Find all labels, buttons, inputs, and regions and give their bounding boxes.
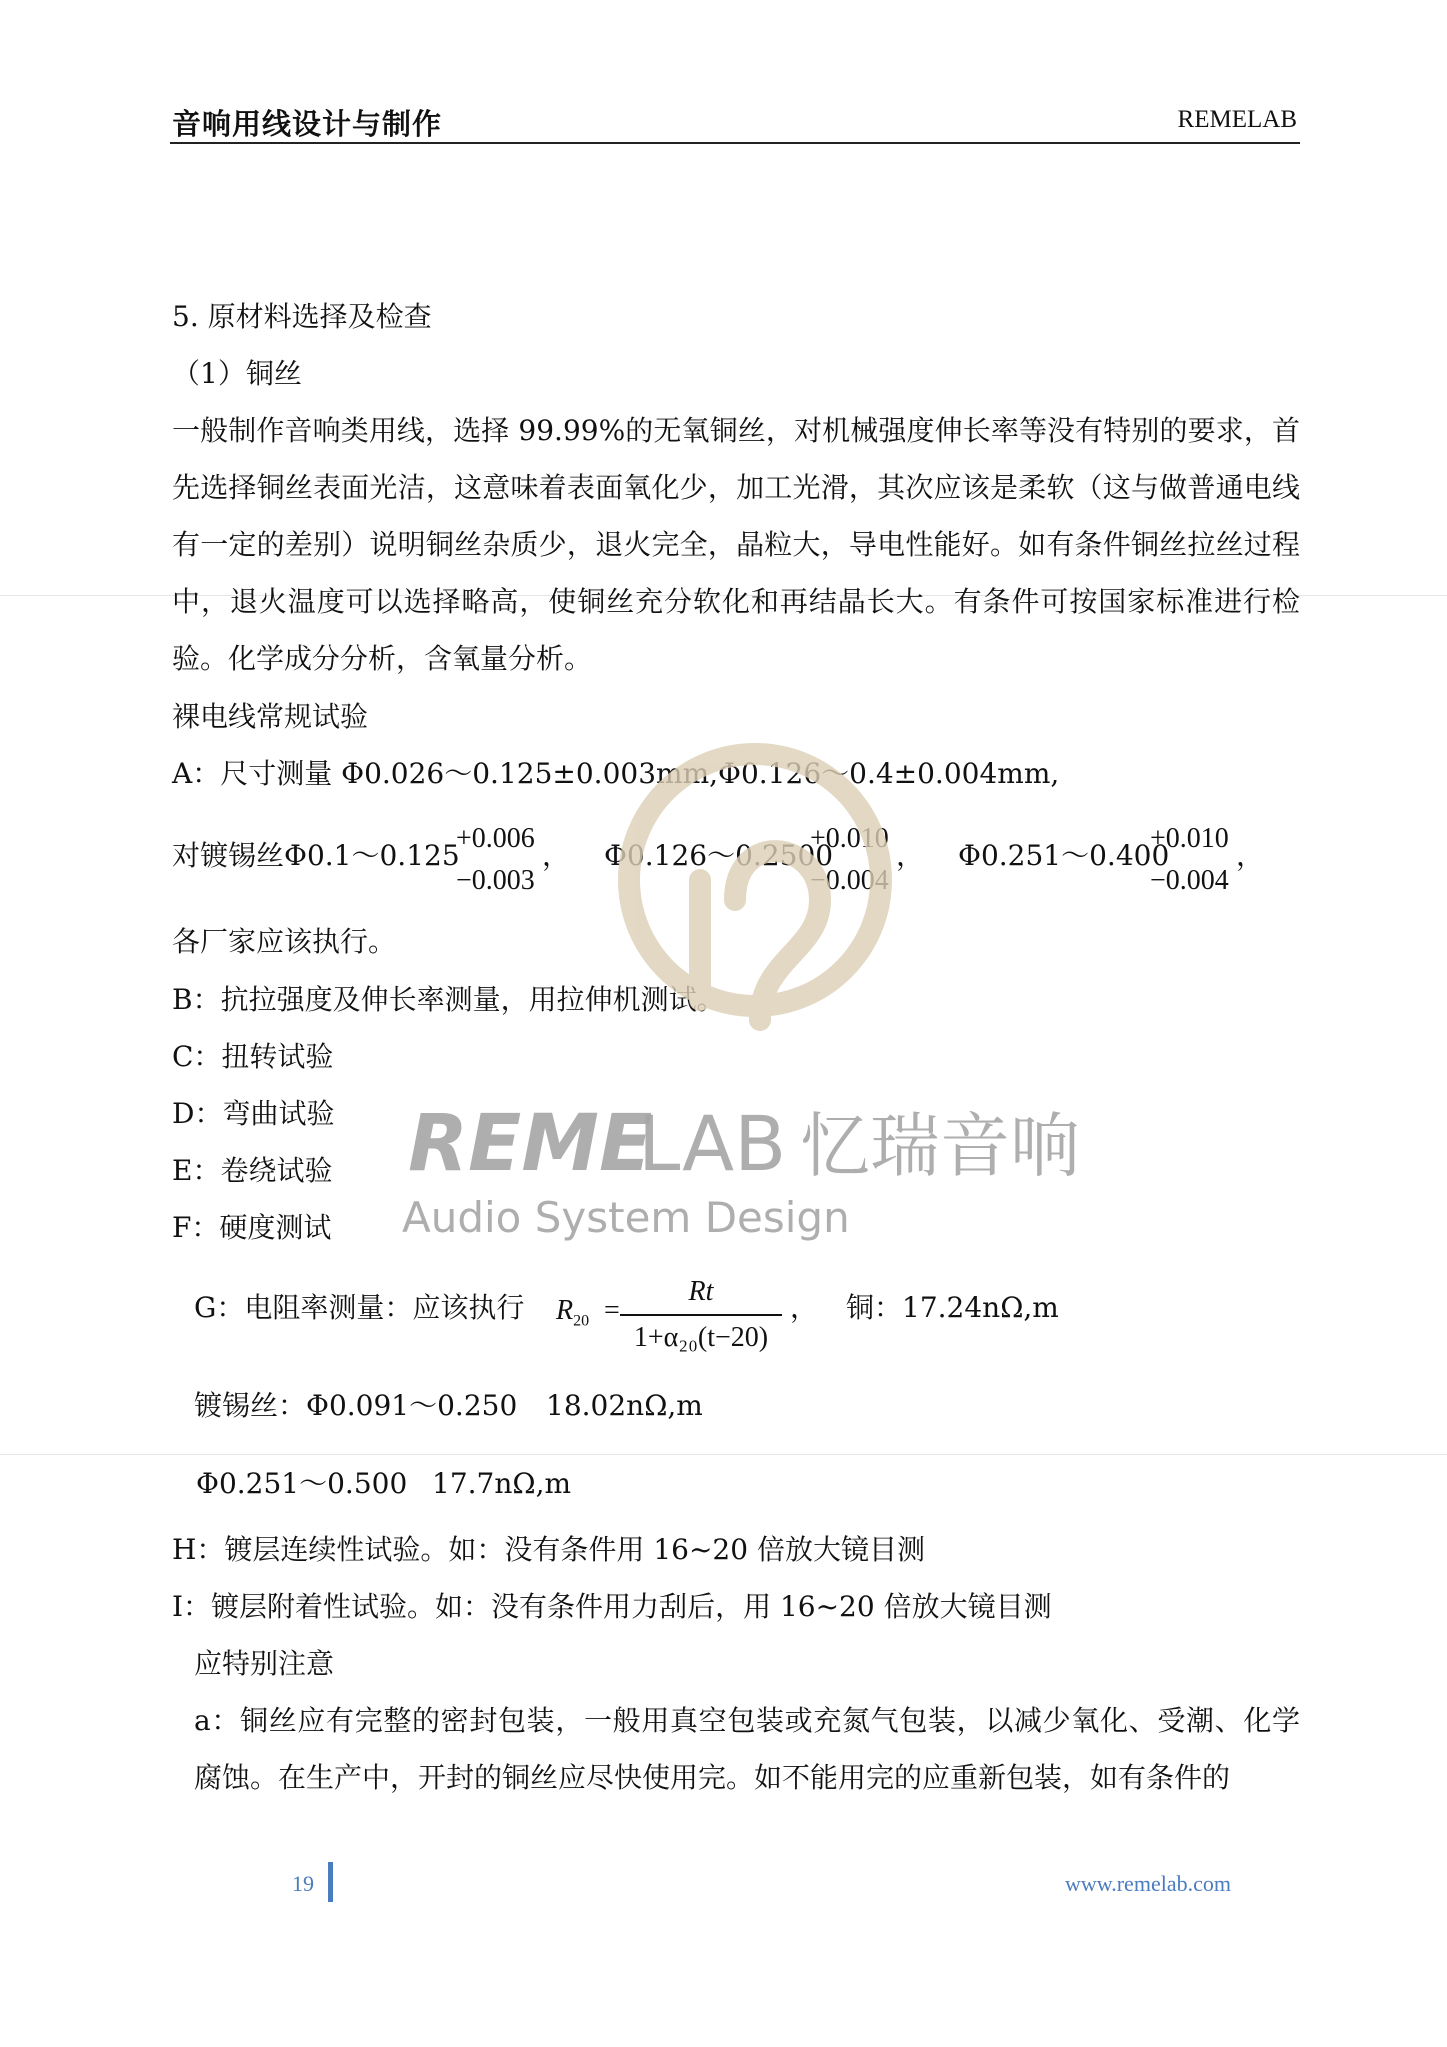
intro-paragraph: 一般制作音响类用线，选择 99.99%的无氧铜丝，对机械强度伸长率等没有特别的要求，首先选择铜丝表面光洁，这意味着表面氧化少，加工光滑，其次应该是柔软（这与做普通电线有一定的差别）说明铜丝杂质少，退火完全，晶粒大，导电性能好。如有条件铜丝拉丝过程中，退火温度可以选择略高，使铜丝充分软化和再结晶长大。有条件可按国家标准进行检验。化学成分分析，含氧量分析。	[172, 414, 1300, 675]
watermark-tagline: Audio System Design	[402, 1193, 850, 1242]
item-g-prefix: G：电阻率测量：应该执行	[194, 1291, 525, 1324]
footer-url: www.remelab.com	[1065, 1871, 1231, 1896]
tin-resistivity-2-value: 17.7nΩ,m	[432, 1467, 572, 1500]
subsection-heading: （1）铜丝	[172, 357, 302, 390]
header-rule	[170, 142, 1300, 144]
formula-lhs	[556, 1296, 620, 1330]
tin-mid-range: Φ0.126～0.2500	[604, 839, 834, 872]
formula-denominator: 1+α₂₀(t−20)	[633, 1322, 769, 1353]
formula-lhs-symbol: R	[556, 1295, 574, 1326]
tin-tolerance-2	[810, 818, 889, 902]
tin-comma-2: ，	[896, 839, 925, 872]
tin-comma-3: ，	[1236, 839, 1265, 872]
header-brand: REMELAB	[1177, 106, 1297, 133]
tin-tolerance-3-upper: +0.010	[1150, 823, 1229, 854]
tin-tolerance-2-upper: +0.010	[810, 823, 889, 854]
item-i: I：镀层附着性试验。如：没有条件用力刮后，用 16~20 倍放大镜目测	[172, 1590, 1052, 1623]
tin-prefix: 对镀锡丝Φ0.1～0.125	[172, 839, 460, 872]
item-d: D：弯曲试验	[172, 1097, 335, 1130]
tin-right-range: Φ0.251～0.400	[958, 839, 1170, 872]
tin-tolerance-2-lower: −0.004	[810, 865, 889, 896]
formula-comma: ，	[790, 1291, 819, 1324]
formula-lhs-subscript: 20	[573, 1312, 590, 1330]
tin-comma-1: ，	[542, 839, 571, 872]
formula-fraction	[620, 1276, 782, 1354]
note-a-paragraph: a：铜丝应有完整的密封包装，一般用真空包装或充氮气包装，以减少氧化、受潮、化学腐蚀。在生产中，开封的铜丝应尽快使用完。如不能用完的应重新包装，如有条件的	[194, 1704, 1300, 1794]
copper-resistivity: 铜：17.24nΩ,m	[846, 1291, 1059, 1324]
tin-tolerance-3	[1150, 818, 1229, 902]
tin-tolerance-1	[456, 818, 535, 902]
footer-page-number: 19	[292, 1871, 314, 1896]
watermark-brand-cn: 忆瑞音响	[800, 1105, 1080, 1187]
item-b: B：抗拉强度及伸长率测量，用拉伸机测试。	[172, 983, 725, 1016]
notice-heading: 应特别注意	[194, 1647, 335, 1680]
item-f: F：硬度测试	[172, 1211, 332, 1244]
section-heading: 5. 原材料选择及检查	[172, 300, 432, 333]
bare-wire-heading: 裸电线常规试验	[172, 700, 369, 733]
item-h: H：镀层连续性试验。如：没有条件用 16~20 倍放大镜目测	[172, 1533, 925, 1566]
item-c: C：扭转试验	[172, 1040, 334, 1073]
header-title: 音响用线设计与制作	[172, 107, 443, 141]
exec-line: 各厂家应该执行。	[172, 925, 397, 958]
formula-fraction-bar	[620, 1314, 782, 1316]
item-a: A：尺寸测量 Φ0.026～0.125±0.003mm,Φ0.126～0.4±0.004mm,	[172, 757, 1060, 790]
item-e: E：卷绕试验	[172, 1154, 333, 1187]
formula-numerator: Rt	[688, 1276, 714, 1307]
footer-divider	[328, 1862, 333, 1902]
tin-resistivity-2-label: Φ0.251～0.500	[196, 1467, 408, 1500]
tin-tolerance-1-upper: +0.006	[456, 823, 535, 854]
watermark-brand-bold: REME	[408, 1099, 653, 1189]
tin-resistivity-value: 18.02nΩ,m	[546, 1389, 703, 1422]
tin-tolerance-1-lower: −0.003	[456, 865, 535, 896]
tin-tolerance-3-lower: −0.004	[1150, 865, 1229, 896]
tin-resistivity-label: 镀锡丝：Φ0.091～0.250	[194, 1389, 518, 1422]
watermark-brand-light: LAB	[638, 1099, 787, 1188]
formula-equals: =	[604, 1295, 620, 1326]
